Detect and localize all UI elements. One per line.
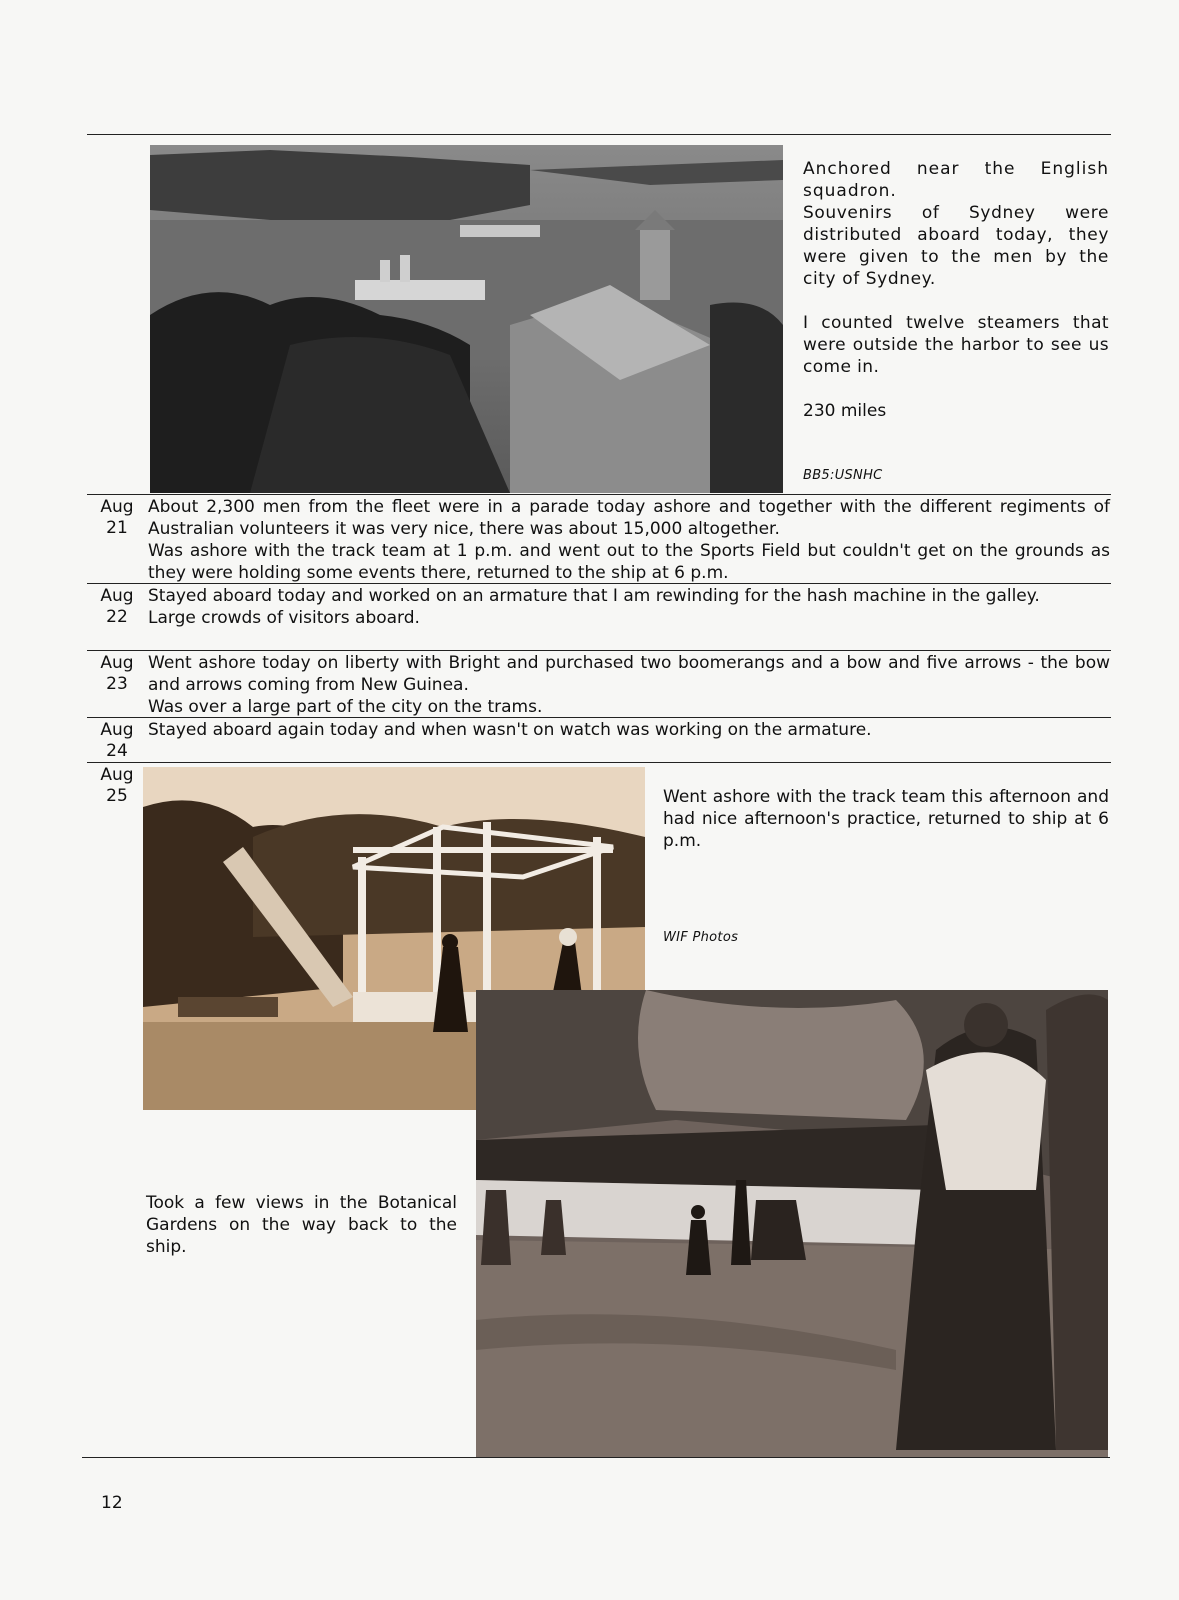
entry-text: Was ashore with the track team at 1 p.m. and went out to the Sports Field but couldn't get on the grounds as they were holding some events there, returned to the ship at 6 p.m. — [148, 541, 1110, 583]
entry-aug-21 — [148, 496, 1110, 584]
entry-text: Went ashore today on liberty with Bright and purchased two boomerangs and a bow and five arrows - the bow and arrows coming from New Guinea. — [148, 653, 1110, 695]
entry-rule-22 — [87, 583, 1111, 584]
entry-text: Was over a large part of the city on the trams. — [148, 697, 543, 717]
date-day: 24 — [106, 741, 128, 761]
date-aug-24 — [87, 720, 147, 762]
entry-rule-24 — [87, 717, 1111, 718]
date-month: Aug — [100, 497, 134, 517]
entry-aug-23 — [148, 652, 1110, 718]
entry-text: Stayed aboard again today and when wasn't on watch was working on the armature. — [148, 720, 872, 740]
date-aug-25 — [87, 765, 147, 807]
date-day: 22 — [106, 607, 128, 627]
bottom-rule — [82, 1457, 1110, 1458]
date-day: 23 — [106, 674, 128, 694]
entry-rule-23 — [87, 650, 1111, 651]
date-month: Aug — [100, 765, 134, 785]
date-aug-22 — [87, 586, 147, 628]
top-rule — [87, 134, 1111, 135]
date-aug-21 — [87, 497, 147, 539]
rock-overhang-photo — [476, 990, 1108, 1457]
entry-aug-24 — [148, 719, 1110, 741]
entry-aug-25-text: Went ashore with the track team this afternoon and had nice afternoon's practice, returned to ship at 6 p.m. — [663, 787, 1109, 851]
entry-text: Large crowds of visitors aboard. — [148, 608, 420, 628]
entry-rule-21 — [87, 494, 1111, 495]
entry-rule-25 — [87, 762, 1111, 763]
photo-credit-wif: WIF Photos — [663, 930, 739, 945]
date-month: Aug — [100, 586, 134, 606]
photo-credit-bb5: BB5:USNHC — [803, 468, 883, 483]
date-day: 25 — [106, 786, 128, 806]
date-aug-23 — [87, 653, 147, 695]
caption-steamers: I counted twelve steamers that were outside the harbor to see us come in. — [803, 313, 1109, 377]
entry-text: Stayed aboard today and worked on an armature that I am rewinding for the hash machine in the galley. — [148, 586, 1040, 606]
botanical-gardens-text: Took a few views in the Botanical Gardens on the way back to the ship. — [146, 1193, 457, 1257]
page-number: 12 — [101, 1493, 123, 1513]
date-month: Aug — [100, 720, 134, 740]
caption-anchored: Anchored near the English squadron. — [803, 159, 1109, 201]
date-day: 21 — [106, 518, 128, 538]
date-month: Aug — [100, 653, 134, 673]
caption-miles: 230 miles — [803, 401, 887, 421]
entry-aug-22 — [148, 585, 1110, 629]
harbor-photo — [150, 145, 783, 493]
caption-souvenirs: Souvenirs of Sydney were distributed aboard today, they were given to the men by the city of Sydney. — [803, 203, 1109, 289]
entry-text: About 2,300 men from the fleet were in a parade today ashore and together with the different regiments of Australian volunteers it was very nice, there was about 15,000 altogether. — [148, 497, 1110, 539]
